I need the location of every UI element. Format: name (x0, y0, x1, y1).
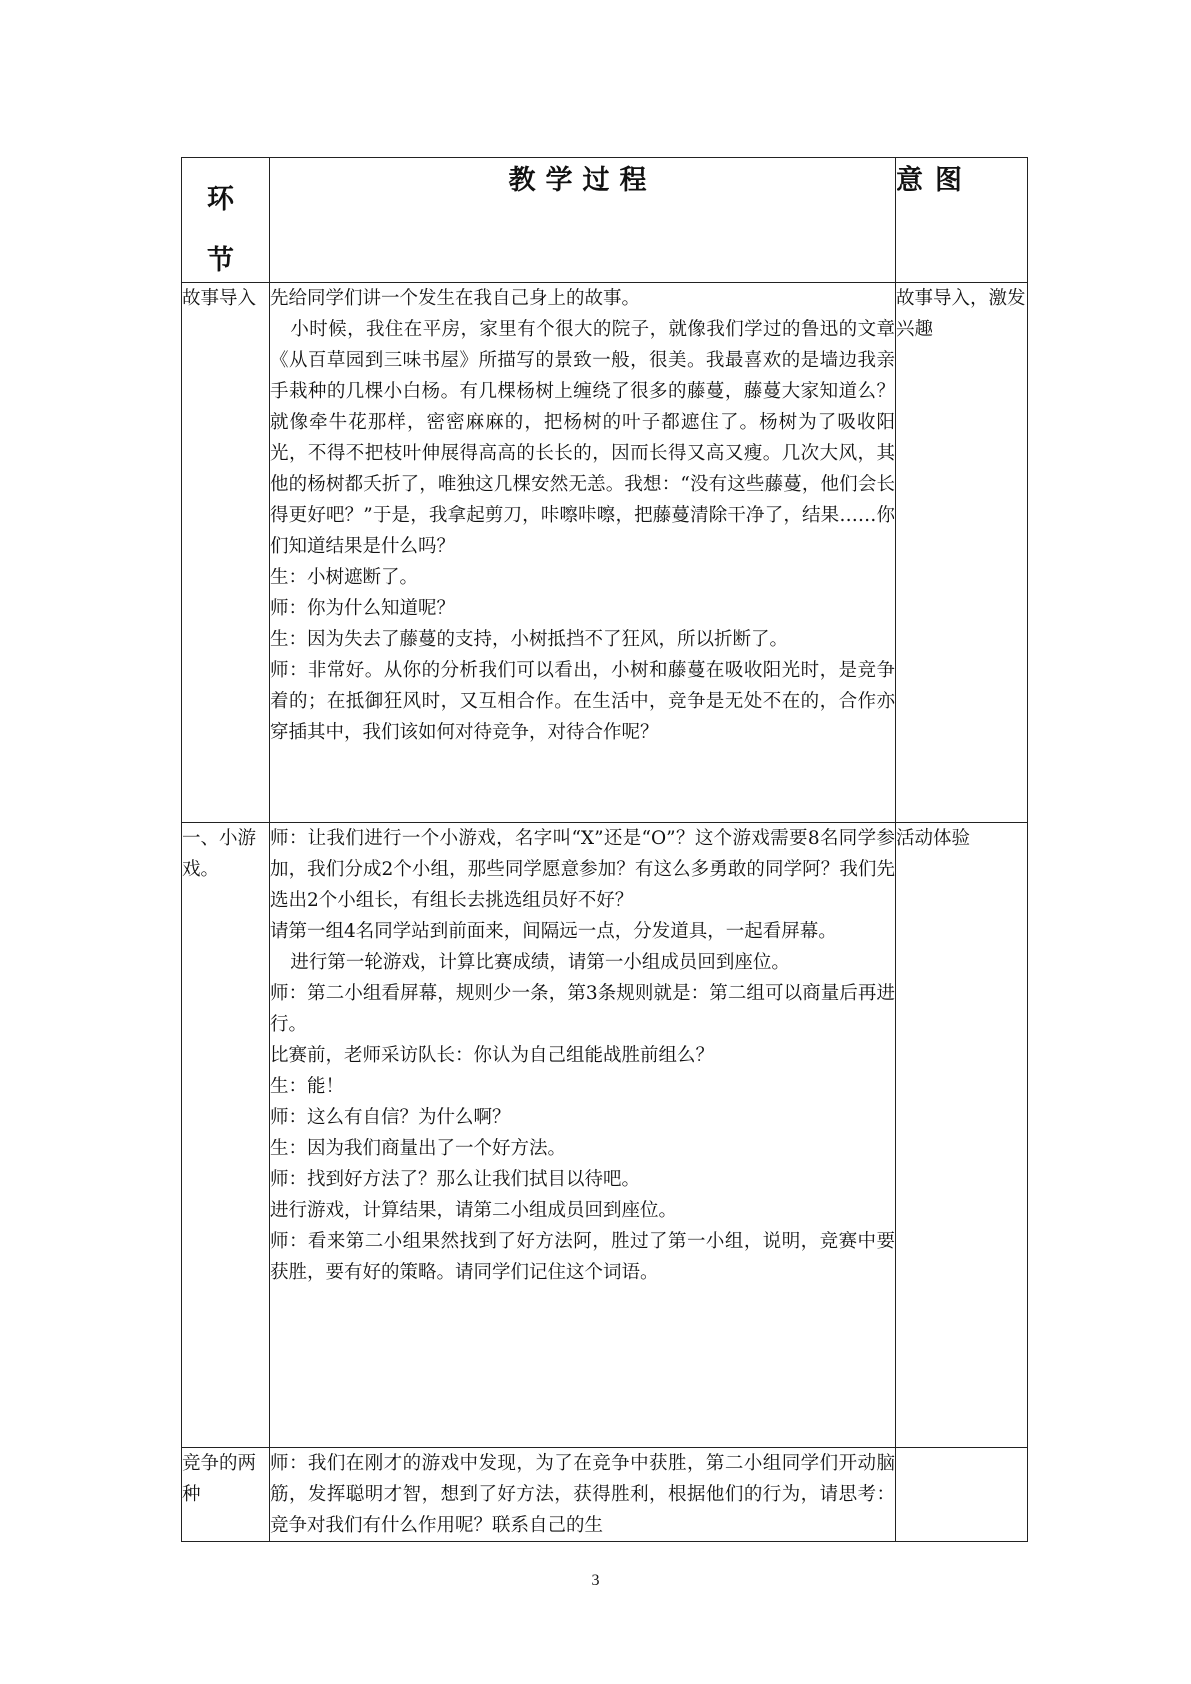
process-cell (270, 1448, 896, 1542)
row-story-intro (182, 283, 1028, 823)
intent-cell: 故事导入，激发兴趣 (896, 283, 1028, 823)
paragraph: 生：因为失去了藤蔓的支持，小树抵挡不了狂风，所以折断了。 (270, 629, 789, 650)
paragraph: 师：第二小组看屏幕，规则少一条，第3条规则就是：第二组可以商量后再进行。 (270, 983, 895, 1035)
segment-label: 竞争的两种 (182, 1448, 270, 1542)
paragraph: 师：我们在刚才的游戏中发现，为了在竞争中获胜，第二小组同学们开动脑筋，发挥聪明才智，想到了好方法，获得胜利，根据他们的行为，请思考：竞争对我们有什么作用呢？联系自己的生 (270, 1453, 895, 1536)
header-intent: 意图 (896, 158, 1028, 283)
header-segment-char1: 环 (207, 184, 244, 215)
paragraph: 师：让我们进行一个小游戏，名字叫“X”还是“O”？这个游戏需要8名同学参加，我们分成2个小组，那些同学愿意参加？有这么多勇敢的同学阿？我们先选出2个小组长，有组长去挑选组员好不好？ (270, 828, 895, 911)
header-segment-char2: 节 (207, 245, 244, 276)
lesson-plan-table (181, 157, 1028, 1542)
paragraph: 生：能！ (270, 1076, 345, 1097)
process-cell (270, 283, 896, 823)
paragraph: 师：这么有自信？为什么啊？ (270, 1107, 511, 1128)
paragraph: 师：你为什么知道呢？ (270, 598, 456, 619)
paragraph: 比赛前，老师采访队长：你认为自己组能战胜前组么？ (270, 1045, 715, 1066)
process-cell (270, 823, 896, 1448)
page-number: 3 (591, 1572, 600, 1589)
paragraph: 生：小树遮断了。 (270, 567, 419, 588)
paragraph: 进行第一轮游戏，计算比赛成绩，请第一小组成员回到座位。 (290, 952, 790, 973)
paragraph: 师：找到好方法了？那么让我们拭目以待吧。 (270, 1169, 641, 1190)
header-row (182, 158, 1028, 283)
paragraph: 请第一组4名同学站到前面来，间隔远一点，分发道具，一起看屏幕。 (270, 921, 837, 942)
intent-cell (896, 1448, 1028, 1542)
paragraph: 生：因为我们商量出了一个好方法。 (270, 1138, 567, 1159)
row-competition-types (182, 1448, 1028, 1542)
paragraph: 小时候，我住在平房，家里有个很大的院子，就像我们学过的鲁迅的文章《从百草园到三味书屋》所描写的景致一般，很美。我最喜欢的是墙边我亲手栽种的几棵小白杨。有几棵杨树上缠绕了很多的藤蔓，藤蔓大家知道么？就像牵牛花那样，密密麻麻的，把杨树的叶子都遮住了。杨树为了吸收阳光，不得不把枝叶伸展得高高的长长的，因而长得又高又瘦。几次大风，其他的杨树都夭折了，唯独这几棵安然无恙。我想：“没有这些藤蔓，他们会长得更好吧？”于是，我拿起剪刀，咔嚓咔嚓，把藤蔓清除干净了，结果……你们知道结果是什么吗？ (270, 319, 895, 557)
paragraph: 进行游戏，计算结果，请第二小组成员回到座位。 (270, 1200, 678, 1221)
paragraph: 先给同学们讲一个发生在我自己身上的故事。 (270, 288, 641, 309)
paragraph: 师：看来第二小组果然找到了好方法阿，胜过了第一小组，说明，竞赛中要获胜，要有好的策略。请同学们记住这个词语。 (270, 1231, 895, 1283)
segment-label: 一、小游戏。 (182, 823, 270, 1448)
row-mini-game (182, 823, 1028, 1448)
segment-label: 故事导入 (182, 283, 270, 823)
header-process: 教学过程 (270, 158, 896, 283)
header-segment-cell (182, 158, 270, 283)
intent-cell: 活动体验 (896, 823, 1028, 1448)
paragraph: 师：非常好。从你的分析我们可以看出，小树和藤蔓在吸收阳光时，是竞争着的；在抵御狂风时，又互相合作。在生活中，竞争是无处不在的，合作亦穿插其中，我们该如何对待竞争，对待合作呢？ (270, 660, 895, 743)
